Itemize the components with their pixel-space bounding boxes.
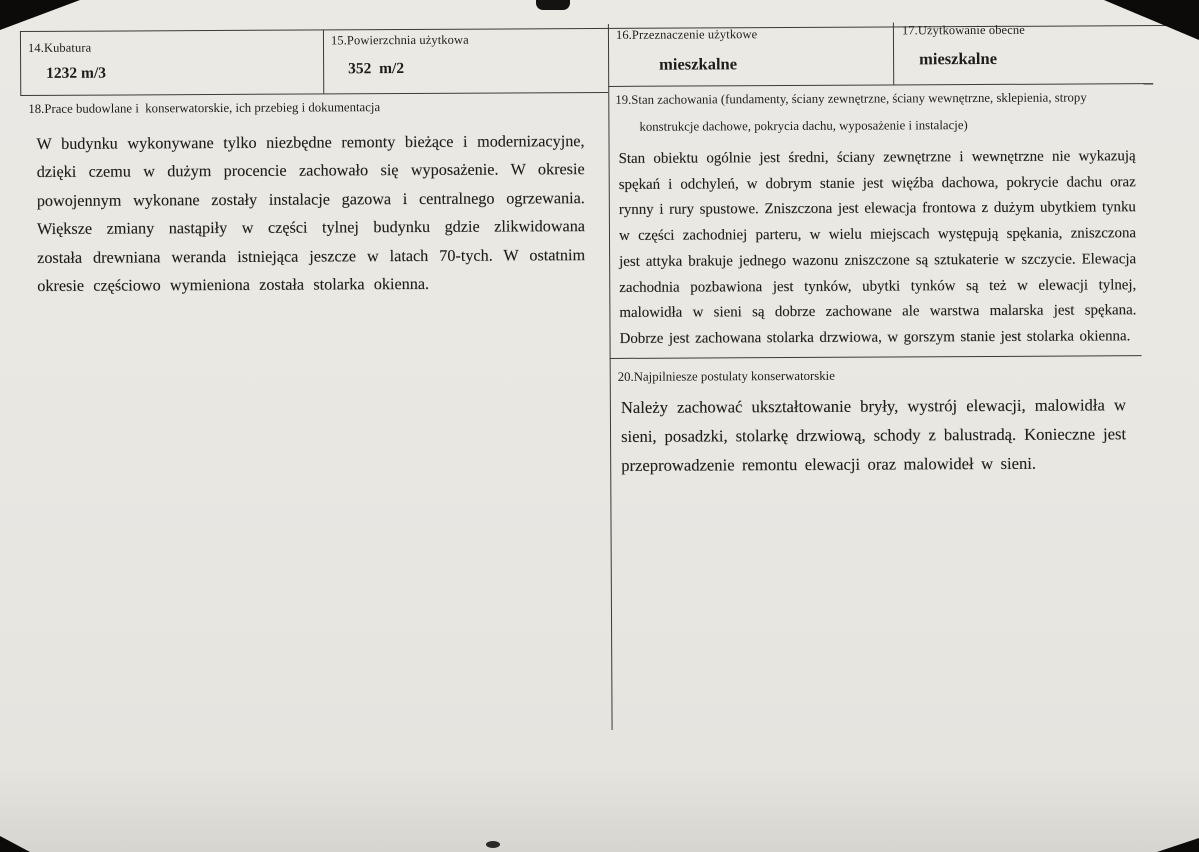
field-14-value: 1232 m/3 xyxy=(46,64,107,82)
field-17-value: mieszkalne xyxy=(919,48,998,69)
border-left xyxy=(20,31,21,95)
section-20-body: Należy zachować ukształtowanie bryły, wystrój elewacji, malowidła w sieni, posadzki, stolarkę drzwiową, schody z balustradą. Konieczne jest przeprowadzenie remontu elewacji oraz malowideł w sieni. xyxy=(620,395,1127,475)
border-under-row-left xyxy=(20,92,608,96)
field-16-value: mieszkalne xyxy=(659,54,738,74)
field-17-label: 17.Użytkowanie obecne xyxy=(901,22,1025,38)
section-19-label-line1: 19.Stan zachowania (fundamenty, ściany zewnętrzne, ściany wewnętrzne, sklepienia, stropy xyxy=(615,90,1087,107)
scan-artifact-bottom-center xyxy=(486,841,500,848)
field-16-label: 16.Przeznaczenie użytkowe xyxy=(615,27,758,42)
divider-field-14-15 xyxy=(323,29,324,93)
field-15-value: 352 m/2 xyxy=(348,60,405,78)
field-15-label: 15.Powierzchnia użytkowa xyxy=(330,32,469,48)
border-under-row-right xyxy=(608,83,1153,87)
section-18-body: W budynku wykonywane tylko niezbędne remonty bieżące i modernizacyjne, dzięki czemu w dużym procencie zachowało się wyposażenie. W okresie powojennym wykonane zostały instalacje gazowa i centralnego ogrzewania. Większe zmiany nastąpiły w części tylnej budynku gdzie zlikwidowana została drewniana weranda istniejąca jeszcze w latach 70-tych. W ostatnim okresie częściowo wymieniona została stolarka okienna. xyxy=(36,132,586,295)
section-19-body: Stan obiektu ogólnie jest średni, ściany zewnętrzne i wewnętrzne nie wykazują spękań i odchyleń, w dobrym stanie jest więźba dachowa, pokrycie dachu oraz rynny i rury spustowe. Zniszczona jest elewacja frontowa z dużym ubytkiem tynku w części zachodniej parteru, w wielu miejscach występują spękania, zniszczona jest attyka brakuje jednego wazonu zniszczone są sztukaterie w szczycie. Elewacja zachodnia pozbawiona jest tynków, ubytki tynków są też w elewacji tylnej, malowidła w sieni są dobrze zachowane ale warstwa malarska jest spękana. Dobrze jest zachowana stolarka drzwiowa, w gorszym stanie jest stolarka okienna. xyxy=(618,148,1137,347)
scan-artifact-top-center xyxy=(536,0,570,10)
field-14-label: 14.Kubatura xyxy=(27,40,92,55)
section-19-label-line2: konstrukcje dachowe, pokrycia dachu, wyposażenie i instalacje) xyxy=(639,118,968,134)
border-under-section-19 xyxy=(610,355,1142,359)
section-20-label: 20.Najpilniesze postulaty konserwatorskie xyxy=(617,368,835,384)
section-18-label: 18.Prace budowlane i konserwatorskie, ich przebieg i dokumentacja xyxy=(28,100,381,116)
divider-field-16-17 xyxy=(893,22,894,84)
column-divider xyxy=(608,24,613,730)
